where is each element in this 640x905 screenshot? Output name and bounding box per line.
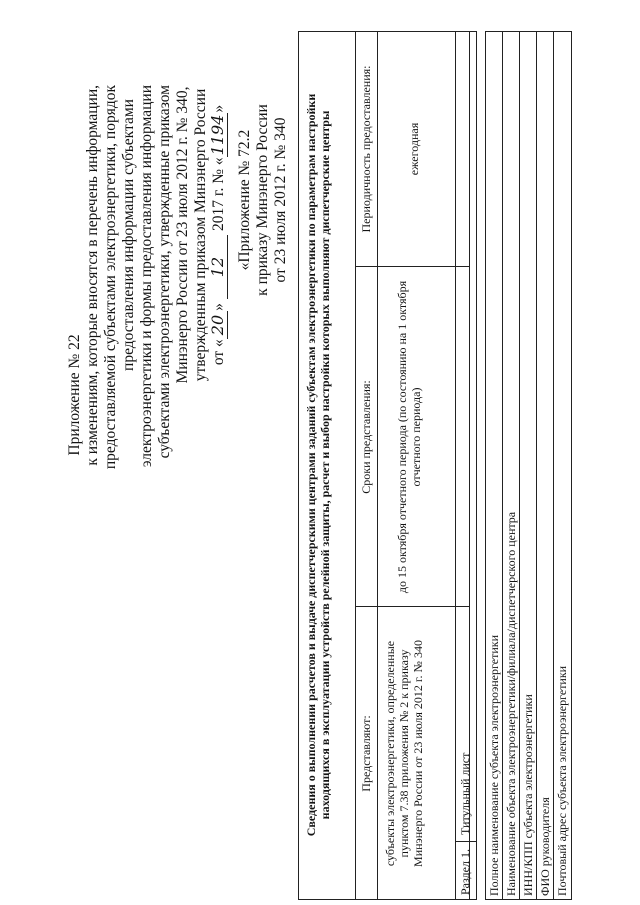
- header-line-3: предоставления информации субъектами: [120, 99, 137, 371]
- header-line-4: электроэнергетики и формы предоставления информации: [138, 85, 155, 468]
- cell-provider: субъекты электроэнергетики, определенные пунктом 7.38 приложения № 2 к приказу Минэнерго России от 23 июля 2012 г. № 340: [383, 640, 425, 867]
- header-line-6: Минэнерго России от 23 июля 2012 г. № 340,: [174, 86, 191, 384]
- info-table-divider-mid: [377, 31, 378, 900]
- field-row-divider-2: [519, 31, 520, 900]
- reference-line-2: от 23 июля 2012 г. № 340: [272, 117, 289, 283]
- header-line-2: предоставляемой субъектами электроэнергетики, порядок: [102, 85, 119, 470]
- field-row-divider-1: [502, 31, 503, 900]
- col-header-deadline: Сроки представления:: [359, 380, 373, 494]
- reference-title: «Приложение № 72.2: [236, 129, 253, 271]
- handwritten-month: 12: [208, 235, 228, 299]
- field-row-divider-3: [536, 31, 537, 900]
- section-title: Титульный лист: [458, 752, 472, 835]
- handwritten-day: 20: [208, 311, 228, 339]
- order-date-line: от «20» 12 2017 г. № «1194»: [208, 104, 227, 366]
- info-table-title: Сведения о выполнении расчетов и выдаче диспетчерскими центрами заданий субъектам электроэнергетики по параметрам настройки находящихся в эксплуатации устройств релейной защиты, расчет и выбор настройки которых выполняют диспетчерские центры: [304, 93, 332, 837]
- header-line-5: субъектами электроэнергетики, утвержденные приказом: [156, 85, 173, 459]
- field-object-name: Наименование объекта электроэнергетики/филиала/диспетчерского центра: [504, 511, 518, 896]
- section-row-divider: [455, 841, 477, 842]
- cell-periodicity: ежегодная: [407, 122, 421, 176]
- col-header-periodicity: Периодичность предоставления:: [359, 65, 373, 233]
- handwritten-order-number: 1194: [208, 114, 227, 156]
- info-table-divider-top: [355, 31, 356, 900]
- col-header-provider: Представляют:: [359, 715, 373, 792]
- field-full-name: Полное наименование субъекта электроэнергетики: [487, 634, 501, 896]
- cell-deadline: до 15 октября отчетного периода (по состоянию на 1 октября отчетного периода): [395, 280, 423, 594]
- header-line-1: к изменениям, которые вносятся в перечень информации,: [84, 85, 101, 466]
- field-postal-address: Почтовый адрес субъекта электроэнергетики: [555, 665, 569, 896]
- field-row-divider-4: [553, 31, 554, 900]
- appendix-title: Приложение № 22: [66, 334, 83, 456]
- header-line-7: утвержденным приказом Минэнерго России: [192, 88, 209, 382]
- field-inn-kpp: ИНН/КПП субъекта электроэнергетики: [521, 694, 535, 896]
- section-number: Раздел 1.: [458, 849, 472, 895]
- reference-line-1: к приказу Минэнерго России: [254, 104, 271, 296]
- field-director-name: ФИО руководителя: [538, 797, 552, 896]
